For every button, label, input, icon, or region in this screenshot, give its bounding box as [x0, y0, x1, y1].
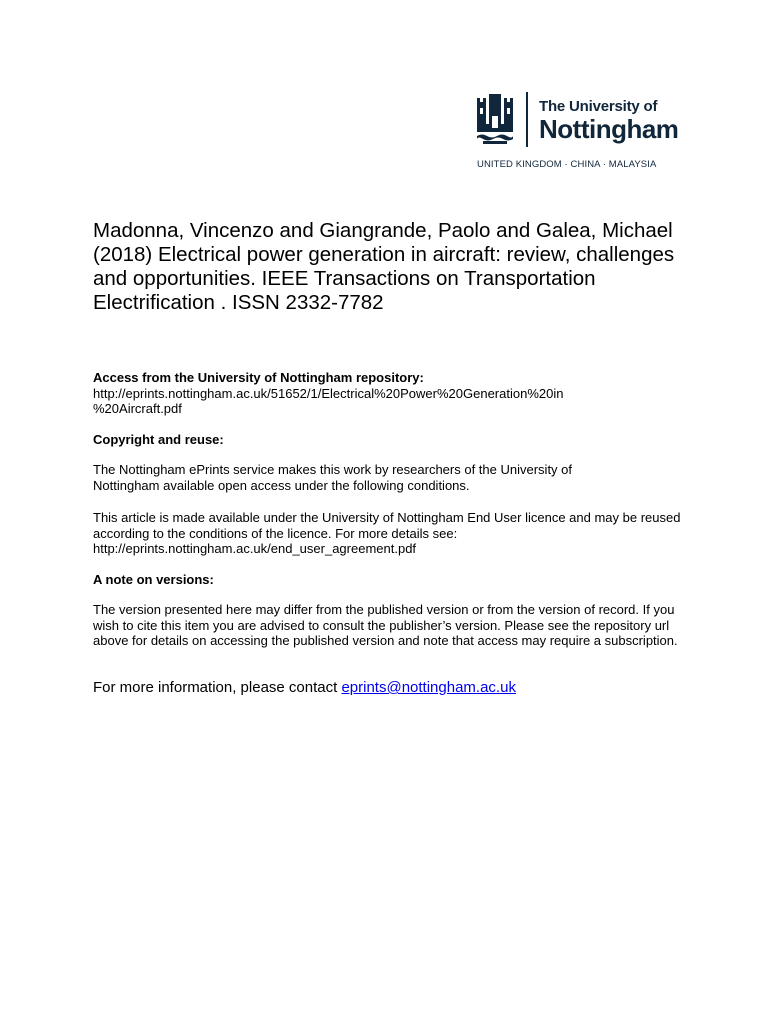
repository-url-line2[interactable]: %20Aircraft.pdf [93, 401, 182, 416]
contact-prefix: For more information, please contact [93, 679, 342, 696]
repository-url-line1[interactable]: http://eprints.nottingham.ac.uk/51652/1/Electrical%20Power%20Generation%20in [93, 385, 564, 401]
copyright-paragraph-1-block [93, 462, 633, 493]
logo-university-prefix: The University of [539, 98, 658, 115]
access-section [93, 370, 693, 417]
copyright-paragraph-2: This article is made available under the University of Nottingham End User licence and may be reused according to the conditions of the licence. For more details see: [93, 510, 681, 541]
citation-title: Madonna, Vincenzo and Giangrande, Paolo and Galea, Michael (2018) Electrical power generation in aircraft: review, challenges and opportunities. IEEE Transactions on Transportation Electrification . ISSN 2332-7782 [93, 219, 675, 314]
contact-email-link[interactable]: eprints@nottingham.ac.uk [341, 679, 516, 696]
repository-url[interactable] [93, 386, 693, 417]
logo-tagline: UNITED KINGDOM · CHINA · MALAYSIA [477, 159, 657, 170]
copyright-paragraph-2-block [93, 510, 683, 557]
copyright-heading: Copyright and reuse: [93, 432, 224, 447]
versions-paragraph: The version presented here may differ from the published version or from the version of record. If you wish to cite this item you are advised to consult the publisher’s version. Please see the repository url above for details on accessing the published version and note that access may require a subscription. [93, 602, 678, 648]
contact-line [93, 679, 693, 697]
versions-heading: A note on versions: [93, 572, 214, 587]
castle-crest-icon [475, 94, 515, 146]
copyright-heading-block [93, 432, 693, 448]
logo-divider [526, 92, 528, 147]
logo-university-name: Nottingham [539, 114, 679, 144]
university-logo [475, 92, 679, 172]
versions-paragraph-block [93, 602, 683, 649]
copyright-paragraph-1: The Nottingham ePrints service makes this work by researchers of the University of Nottingham available open access under the following conditions. [93, 462, 573, 493]
versions-heading-block [93, 572, 693, 588]
licence-url[interactable]: http://eprints.nottingham.ac.uk/end_user_agreement.pdf [93, 541, 417, 556]
access-heading: Access from the University of Nottingham repository: [93, 370, 424, 385]
